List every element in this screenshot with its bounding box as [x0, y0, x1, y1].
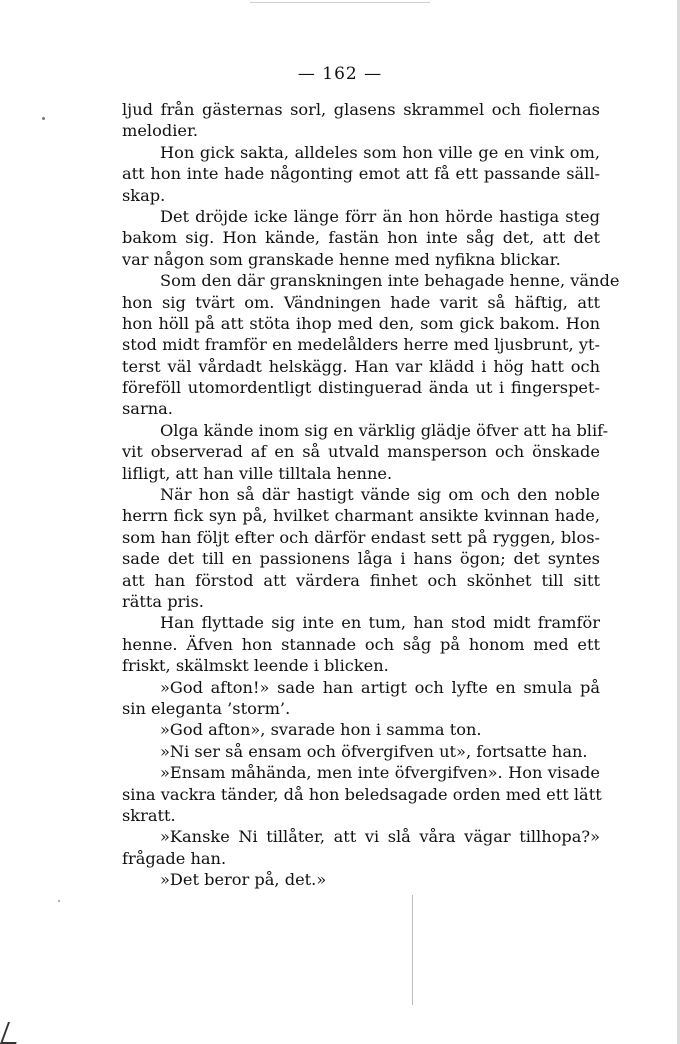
text-line: bakom sig. Hon kände, fastän hon inte såg det, att det	[122, 228, 600, 248]
text-line: var någon som granskade henne med nyfikna blickar.	[122, 249, 561, 269]
text-line: rätta pris.	[122, 591, 204, 611]
paper-crease-mark	[412, 895, 413, 1005]
margin-speck	[42, 117, 45, 120]
text-line: att han förstod att värdera finhet och skönhet till sitt	[122, 570, 600, 590]
text-line: sina vackra tänder, då hon beledsagade orden med ett lätt	[122, 784, 602, 804]
text-line: vit observerad af en så utvald mansperson och önskade	[122, 442, 600, 462]
text-line: henne. Äfven hon stannade och såg på honom med ett	[122, 634, 600, 654]
text-line: hon höll på att stöta ihop med den, som gick bakom. Hon	[122, 313, 600, 333]
text-line: Olga kände inom sig en värklig glädje öfver att ha blif-	[160, 420, 609, 440]
text-line: »Det beror på, det.»	[160, 870, 327, 890]
body-text	[122, 99, 620, 890]
text-line: föreföll utomordentligt distinguerad ända ut i fingerspet-	[122, 378, 600, 398]
text-line: frågade han.	[122, 848, 227, 868]
text-line: ljud från gästernas sorl, glasens skrammel och fiolernas	[122, 100, 600, 119]
text-line: Hon gick sakta, alldeles som hon ville ge en vink om,	[160, 142, 600, 162]
page-number: — 162 —	[297, 64, 383, 84]
text-line: skap.	[122, 185, 166, 205]
text-line: sin eleganta ’storm’.	[122, 698, 291, 718]
text-line: »God afton!» sade han artigt och lyfte en smula på	[160, 677, 600, 697]
text-line: stod midt framför en medelålders herre med ljusbrunt, yt-	[122, 335, 600, 355]
text-line: som han följt efter och därför endast sett på ryggen, blos-	[122, 527, 600, 547]
text-line: friskt, skälmskt leende i blicken.	[122, 656, 389, 676]
text-line: lifligt, att han ville tilltala henne.	[122, 463, 393, 483]
text-line: skratt.	[122, 805, 176, 825]
scan-corner-mark	[0, 1022, 24, 1044]
text-line: att hon inte hade någonting emot att få ett passande säll-	[122, 164, 600, 184]
text-line: Som den där granskningen inte behagade henne, vände	[160, 271, 620, 291]
text-line: melodier.	[122, 121, 199, 141]
text-line: »Ensam måhända, men inte öfvergifven». Hon visade	[160, 763, 600, 783]
text-line: terst väl vårdadt helskägg. Han var klädd i hög hatt och	[122, 356, 600, 376]
text-line: sade det till en passionens låga i hans ögon; det syntes	[122, 549, 600, 569]
text-line: »God afton», svarade hon i samma ton.	[160, 720, 482, 740]
text-line: När hon så där hastigt vände sig om och den noble	[160, 485, 600, 505]
text-line: sarna.	[122, 399, 173, 419]
text-line: Det dröjde icke länge förr än hon hörde hastiga steg	[160, 206, 600, 226]
text-line: »Ni ser så ensam och öfvergifven ut», fortsatte han.	[160, 741, 588, 761]
text-line: herrn fick syn på, hvilket charmant ansikte kvinnan hade,	[122, 506, 600, 526]
text-line: hon sig tvärt om. Vändningen hade varit så häftig, att	[122, 292, 600, 312]
margin-speck-lower	[58, 900, 60, 902]
text-line: Han flyttade sig inte en tum, han stod midt framför	[160, 613, 600, 633]
text-line: »Kanske Ni tillåter, att vi slå våra vägar tillhopa?»	[160, 827, 600, 847]
scan-top-rule	[250, 2, 430, 3]
